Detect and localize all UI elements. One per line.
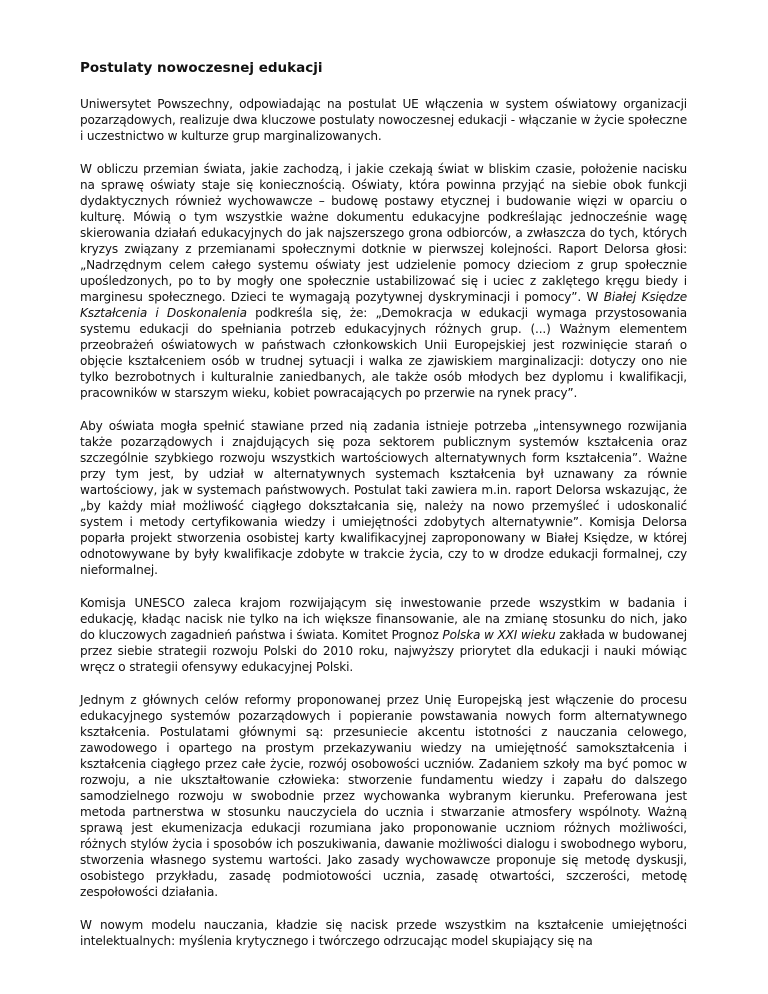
paragraph-1: Uniwersytet Powszechny, odpowiadając na postulat UE włączenia w system oświatowy organizacji pozarządowych, realizuje dwa kluczowe postulaty nowoczesnej edukacji - włączanie w życie społeczne i uczestnictwo w kulturze grup marginalizowanych. xyxy=(80,97,687,143)
paragraph-4-text-a: Komisja UNESCO zaleca krajom rozwijającym się inwestowanie przede wszystkim w badania i edukację, kładąc nacisk nie tylko na ich większe finansowanie, ale na zmianę stosunku do nich, jako do kluczowych zagadnień państwa i świata. Komitet Prognoz xyxy=(80,596,687,642)
paragraph-2-italic-title: Białej Księdze Kształcenia i Doskonalenia xyxy=(80,290,687,320)
document-title: Postulaty nowoczesnej edukacji xyxy=(80,60,323,76)
paragraph-4-italic-title: Polska w XXI wieku xyxy=(442,628,556,642)
paragraph-2-text-b: podkreśla się, że: „Demokracja w edukacji wymaga przystosowania systemu edukacji do spełniania potrzeb edukacyjnych różnych grup. (...) Ważnym elementem przeobrażeń oświatowych w państwach członkowskich Unii Europejskiej jest rozwinięcie starań o objęcie kształceniem osób w trudnej sytuacji i walka ze zjawiskiem marginalizacji: dotyczy ono nie tylko bezrobotnych i kulturalnie zaniedbanych, ale także osób młodych bez dyplomu i kwalifikacji, pracowników w starszym wieku, kobiet powracających po przerwie na rynek pracy”. xyxy=(80,306,687,400)
paragraph-2 xyxy=(80,161,687,401)
paragraph-2-text-a: W obliczu przemian świata, jakie zachodzą, i jakie czekają świat w bliskim czasie, położenie nacisku na sprawę oświaty staje się koniecznością. Oświaty, która powinna przyjąć na siebie obok funkcji dydaktycznych również wychowawcze – budowę postawy etycznej i budowanie więzi w oparciu o kulturę. Mówią o tym wszystkie ważne dokumentu edukacyjne podkreślając jednocześnie wagę skierowania działań edukacyjnych do jak najszerszego grona odbiorców, a zwłaszcza do tych, których kryzys związany z przemianami społecznymi dotknie w pierwszej kolejności. Raport Delorsa głosi: „Nadrzędnym celem całego systemu oświaty jest udzielenie pomocy dzieciom z grup społecznie upośledzonych, po to by mogły one społecznie ustabilizować się i uciec z zaklętego kręgu biedy i marginesu społecznego. Dzieci te wymagają pozytywnej dyskryminacji i pomocy”. W xyxy=(80,162,687,304)
paragraph-4-text-b: zakłada w budowanej przez siebie strategii rozwoju Polski do 2010 roku, najwyższy priorytet dla edukacji i nauki mówiąc wręcz o strategii ofensywy edukacyjnej Polski. xyxy=(80,628,687,674)
document-page xyxy=(80,60,687,966)
paragraph-4 xyxy=(80,595,687,675)
paragraph-6: W nowym modelu nauczania, kładzie się nacisk przede wszystkim na kształcenie umiejętności intelektualnych: myślenia krytycznego i twórczego odrzucając model skupiający się na xyxy=(80,918,687,948)
paragraph-3: Aby oświata mogła spełnić stawiane przed nią zadania istnieje potrzeba „intensywnego rozwijania także pozarządowych i znajdujących się poza sektorem publicznym systemów kształcenia oraz szczególnie szybkiego rozwoju wszystkich wartościowych alternatywnych form kształcenia”. Ważne przy tym jest, by udział w alternatywnych systemach kształcenia był uznawany za równie wartościowy, jak w systemach państwowych. Postulat taki zawiera m.in. raport Delorsa wskazując, że „by każdy miał możliwość ciągłego dokształcania się, należy na nowo przemyśleć i udoskonalić system i metody certyfikowania wiedzy i umiejętności zdobytych alternatywnie”. Komisja Delorsa poparła projekt stworzenia osobistej karty kwalifikacyjnej zaproponowany w Białej Księdze, w której odnotowywane by były kwalifikacje zdobyte w trakcie życia, czy to w drodze edukacji formalnej, czy nieformalnej. xyxy=(80,419,687,577)
paragraph-5: Jednym z głównych celów reformy proponowanej przez Unię Europejską jest włączenie do procesu edukacyjnego systemów pozarządowych i popieranie powstawania nowych form alternatywnego kształcenia. Postulatami głównymi są: przesuniecie akcentu istotności z nauczania celowego, zawodowego i opartego na prostym przekazywaniu wiedzy na umiejętność samokształcenia i kształcenia ciągłego przez całe życie, rozwój osobowości uczniów. Zadaniem szkoły ma być pomoc w rozwoju, a nie ukształtowanie człowieka: stworzenie fundamentu wiedzy i zapału do dalszego samodzielnego rozwoju w swobodnie przez wychowanka wybranym kierunku. Preferowana jest metoda partnerstwa w stosunku nauczyciela do ucznia i stwarzanie atmosfery wspólnoty. Ważną sprawą jest ekumenizacja edukacji rozumiana jako proponowanie uczniom różnych możliwości, różnych stylów życia i sposobów ich poszukiwania, dawanie możliwości dialogu i swobodnego wyboru, stworzenia własnego systemu wartości. Jako zasady wychowawcze proponuje się metodę dyskusji, osobistego przykładu, zasadę podmiotowości ucznia, zasadę otwartości, szczerości, metodę zespołowości działania. xyxy=(80,693,687,899)
